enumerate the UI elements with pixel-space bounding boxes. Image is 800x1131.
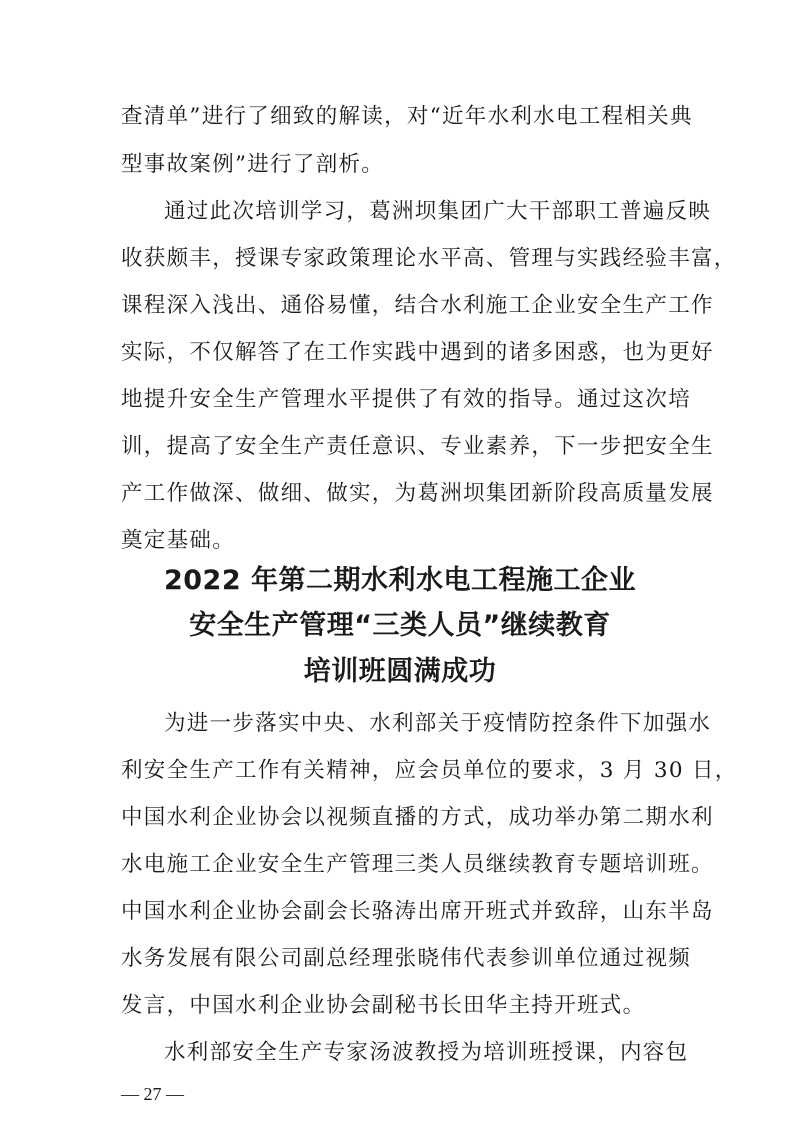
- article1-line: 产工作做深、做细、做实，为葛洲坝集团新阶段高质量发展: [121, 481, 714, 506]
- article2-title-line: 培训班圆满成功: [303, 656, 497, 687]
- article1-line: 奠定基础。: [121, 528, 236, 553]
- article1-line: 课程深入浅出、通俗易懂，结合水利施工企业安全生产工作: [121, 293, 714, 318]
- article2-line: 中国水利企业协会副会长骆涛出席开班式并致辞，山东半岛: [121, 899, 714, 924]
- article2-line: 利安全生产工作有关精神，应会员单位的要求，3 月 30 日，: [121, 758, 738, 783]
- article1-line: 训，提高了安全生产责任意识、专业素养，下一步把安全生: [121, 434, 714, 459]
- article2-line: 发言，中国水利企业协会副秘书长田华主持开班式。: [121, 993, 646, 1018]
- article2-line: 水务发展有限公司副总经理张晓伟代表参训单位通过视频: [121, 946, 692, 971]
- article2-title-line: 安全生产管理“三类人员”继续教育: [189, 610, 611, 641]
- article1-line: 实际，不仅解答了在工作实践中遇到的诸多困惑，也为更好: [121, 340, 714, 365]
- article1-line: 通过此次培训学习，葛洲坝集团广大干部职工普遍反映: [164, 199, 712, 224]
- article2-line: 为进一步落实中央、水利部关于疫情防控条件下加强水: [164, 711, 712, 736]
- article1-line: 收获颇丰，授课专家政策理论水平高、管理与实践经验丰富，: [121, 246, 737, 271]
- article1-line: 型事故案例”进行了剖析。: [121, 152, 385, 177]
- article2-title-line: 2022 年第二期水利水电工程施工企业: [163, 565, 637, 596]
- article1-line: 地提升安全生产管理水平提供了有效的指导。通过这次培: [121, 387, 692, 412]
- article2-line: 水电施工企业安全生产管理三类人员继续教育专题培训班。: [121, 852, 714, 877]
- article1-line: 查清单”进行了细致的解读，对“近年水利水电工程相关典: [121, 104, 693, 129]
- article2-line: 水利部安全生产专家汤波教授为培训班授课，内容包: [164, 1040, 689, 1065]
- page-number: — 27 —: [121, 1084, 184, 1104]
- article2-line: 中国水利企业协会以视频直播的方式，成功举办第二期水利: [121, 805, 714, 830]
